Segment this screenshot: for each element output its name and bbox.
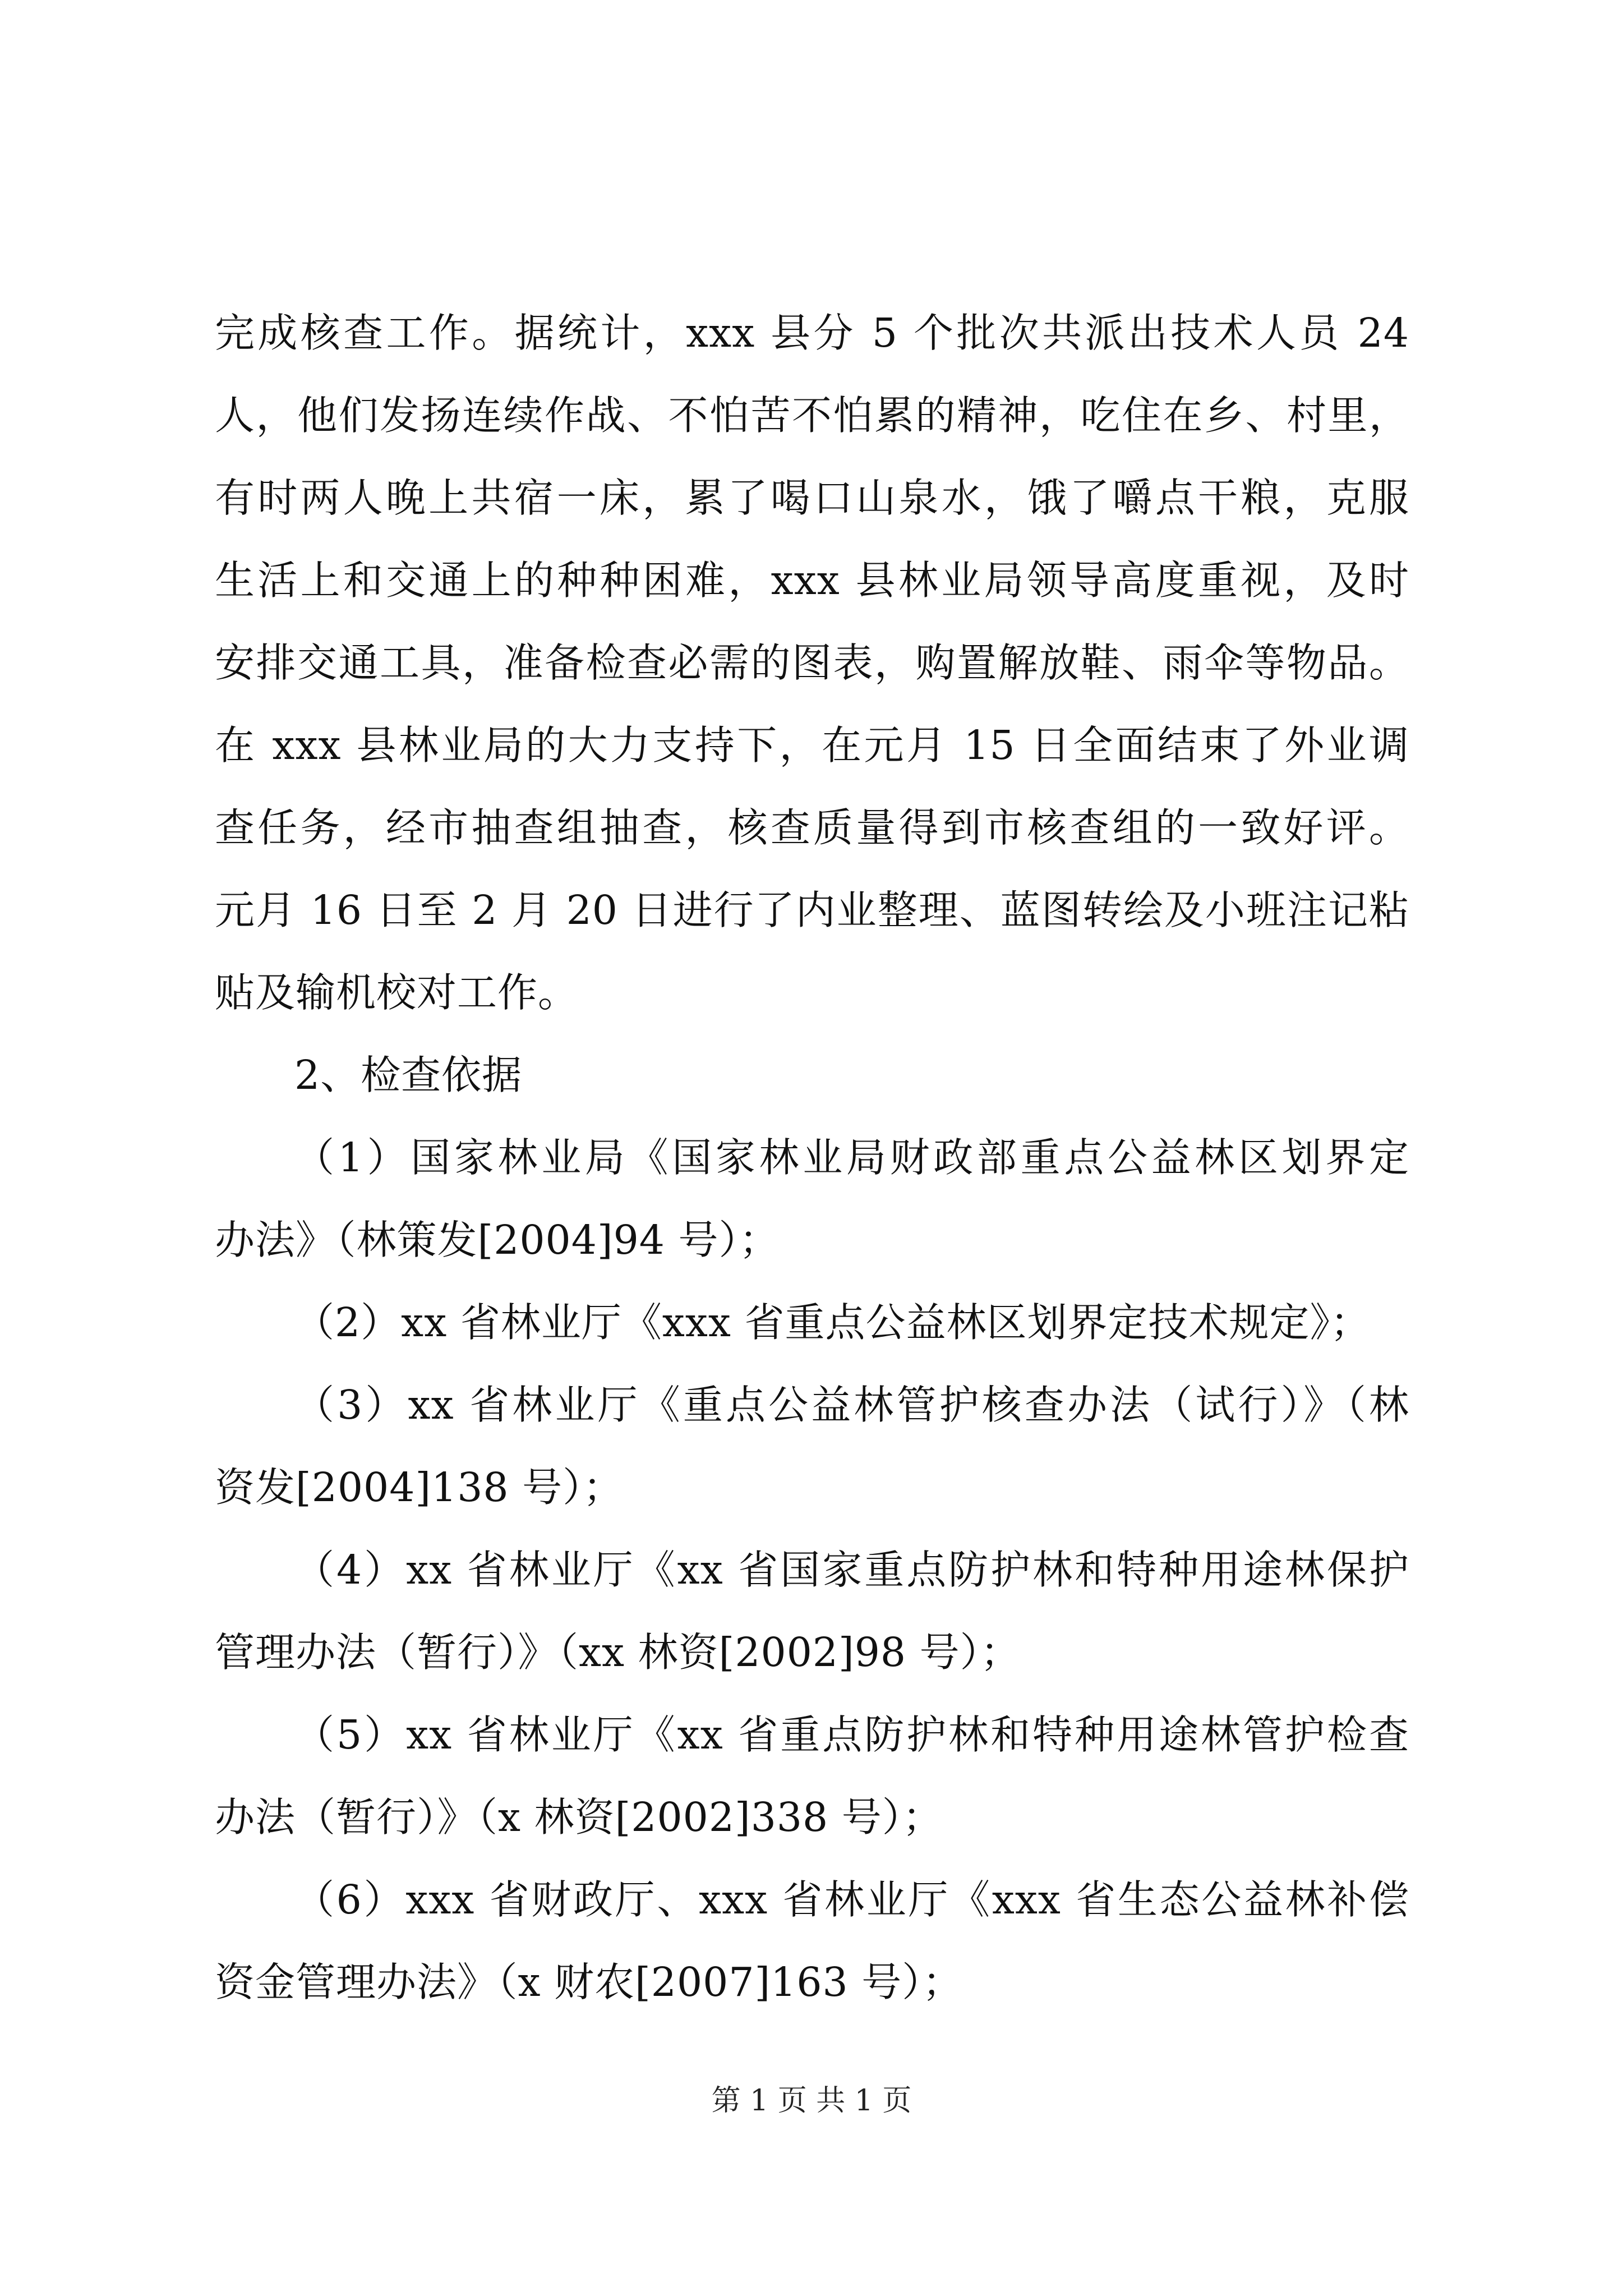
paragraph-line: 有时两人晚上共宿一床，累了喝口山泉水，饿了嚼点干粮，克服	[215, 475, 1409, 521]
paragraph-line: 贴及输机校对工作。	[215, 969, 579, 1016]
page-footer: 第 1 页 共 1 页	[711, 2084, 912, 2118]
document-body	[215, 292, 1409, 2023]
reference-item: （5）xx 省林业厅《xx 省重点防护林和特种用途林管护检查	[294, 1711, 1409, 1758]
reference-item-continuation: 资发[2004]138 号）；	[215, 1464, 624, 1511]
reference-item: （2）xx 省林业厅《xxx 省重点公益林区划界定技术规定》；	[294, 1299, 1371, 1346]
section-heading: 2、检查依据	[294, 1052, 523, 1098]
reference-item: （4）xx 省林业厅《xx 省国家重点防护林和特种用途林保护	[294, 1547, 1409, 1593]
reference-item-continuation: 资金管理办法》（x 财农[2007]163 号）；	[215, 1959, 963, 2005]
paragraph-line: 在 xxx 县林业局的大力支持下，在元月 15 日全面结束了外业调	[215, 722, 1409, 769]
paragraph-line: 完成核查工作。据统计，xxx 县分 5 个批次共派出技术人员 24	[215, 310, 1409, 356]
paragraph-line: 生活上和交通上的种种困难，xxx 县林业局领导高度重视，及时	[215, 557, 1409, 604]
reference-item-continuation: 管理办法（暂行）》（xx 林资[2002]98 号）；	[215, 1629, 1021, 1676]
reference-item-continuation: 办法（暂行）》（x 林资[2002]338 号）；	[215, 1794, 943, 1841]
paragraph-line: 查任务，经市抽查组抽查，核查质量得到市核查组的一致好评。	[215, 804, 1409, 851]
reference-item-continuation: 办法》（林策发[2004]94 号）；	[215, 1217, 780, 1263]
reference-item: （1）国家林业局《国家林业局财政部重点公益林区划界定	[294, 1134, 1409, 1181]
reference-item: （3）xx 省林业厅《重点公益林管护核查办法（试行）》（林	[294, 1382, 1409, 1428]
paragraph-line: 人，他们发扬连续作战、不怕苦不怕累的精神，吃住在乡、村里，	[215, 392, 1409, 439]
paragraph-line: 元月 16 日至 2 月 20 日进行了内业整理、蓝图转绘及小班注记粘	[215, 887, 1409, 933]
reference-item: （6）xxx 省财政厅、xxx 省林业厅《xxx 省生态公益林补偿	[294, 1876, 1409, 1923]
paragraph-line: 安排交通工具，准备检查必需的图表，购置解放鞋、雨伞等物品。	[215, 639, 1409, 686]
